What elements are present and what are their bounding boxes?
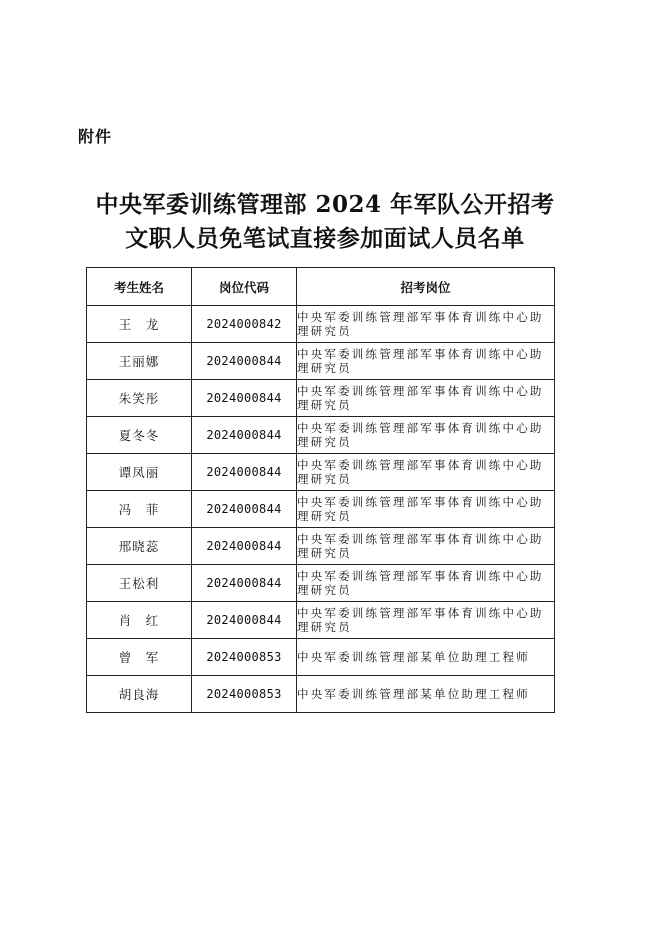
recruit-post: 中央军委训练管理部军事体育训练中心助理研究员 (297, 565, 555, 602)
header-post-code: 岗位代码 (192, 268, 297, 306)
recruit-post: 中央军委训练管理部军事体育训练中心助理研究员 (297, 380, 555, 417)
table-row (87, 343, 555, 380)
recruit-post: 中央军委训练管理部某单位助理工程师 (297, 639, 555, 676)
recruit-post: 中央军委训练管理部军事体育训练中心助理研究员 (297, 306, 555, 343)
post-code: 2024000844 (192, 380, 297, 417)
recruit-post: 中央军委训练管理部某单位助理工程师 (297, 676, 555, 713)
table-row (87, 528, 555, 565)
candidate-name: 谭凤丽 (87, 454, 192, 491)
post-code: 2024000853 (192, 639, 297, 676)
recruit-post: 中央军委训练管理部军事体育训练中心助理研究员 (297, 343, 555, 380)
candidate-name: 王丽娜 (87, 343, 192, 380)
post-code: 2024000842 (192, 306, 297, 343)
header-candidate-name: 考生姓名 (87, 268, 192, 306)
recruit-post: 中央军委训练管理部军事体育训练中心助理研究员 (297, 602, 555, 639)
candidate-name: 夏冬冬 (87, 417, 192, 454)
recruit-post: 中央军委训练管理部军事体育训练中心助理研究员 (297, 491, 555, 528)
post-code: 2024000844 (192, 343, 297, 380)
candidate-name: 曾 军 (87, 639, 192, 676)
post-code: 2024000844 (192, 417, 297, 454)
table-row (87, 306, 555, 343)
table-row (87, 676, 555, 713)
post-code: 2024000853 (192, 676, 297, 713)
table-row (87, 417, 555, 454)
candidate-name: 邢晓蕊 (87, 528, 192, 565)
recruit-post: 中央军委训练管理部军事体育训练中心助理研究员 (297, 417, 555, 454)
table-header (87, 268, 555, 306)
recruit-post: 中央军委训练管理部军事体育训练中心助理研究员 (297, 528, 555, 565)
candidate-name: 王 龙 (87, 306, 192, 343)
attachment-label: 附件 (78, 127, 113, 146)
post-code: 2024000844 (192, 491, 297, 528)
candidate-name: 朱笑彤 (87, 380, 192, 417)
table-row (87, 491, 555, 528)
table-row (87, 454, 555, 491)
header-recruit-post: 招考岗位 (297, 268, 555, 306)
candidate-name: 王松利 (87, 565, 192, 602)
post-code: 2024000844 (192, 565, 297, 602)
table-row (87, 639, 555, 676)
candidate-name: 胡良海 (87, 676, 192, 713)
post-code: 2024000844 (192, 454, 297, 491)
table-row (87, 380, 555, 417)
document-title-line-2: 文职人员免笔试直接参加面试人员名单 (125, 225, 525, 252)
recruit-post: 中央军委训练管理部军事体育训练中心助理研究员 (297, 454, 555, 491)
post-code: 2024000844 (192, 602, 297, 639)
table-body (87, 306, 555, 713)
document-title-line-1: 中央军委训练管理部 2024 年军队公开招考 (95, 191, 555, 218)
candidate-name: 肖 红 (87, 602, 192, 639)
candidate-name: 冯 菲 (87, 491, 192, 528)
post-code: 2024000844 (192, 528, 297, 565)
candidate-table (86, 267, 555, 713)
table-row (87, 602, 555, 639)
table-row (87, 565, 555, 602)
header-row (87, 268, 555, 306)
